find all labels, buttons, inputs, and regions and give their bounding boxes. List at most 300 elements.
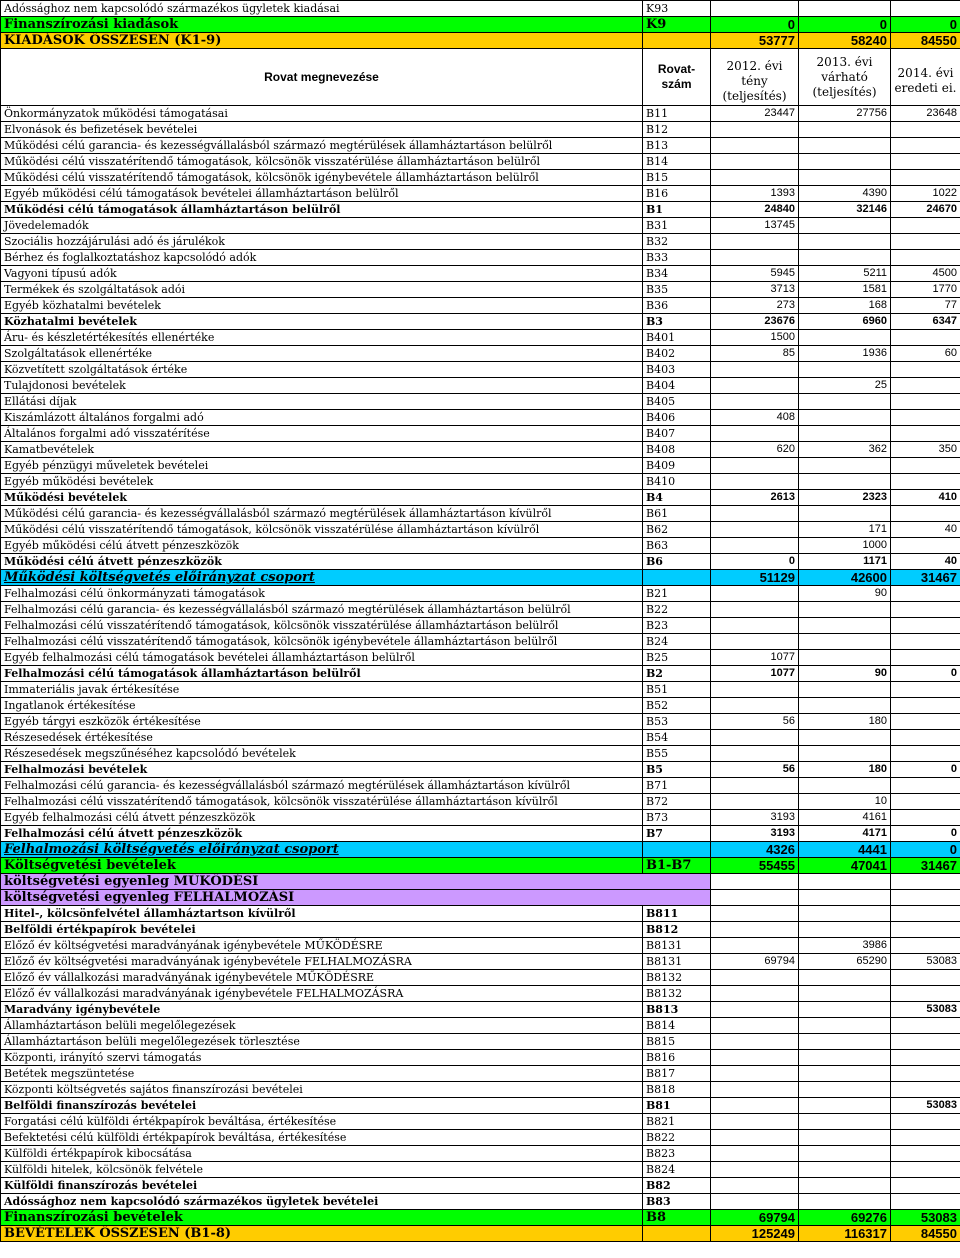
header-2012-line1: 2012. évi tény [726,58,783,88]
row-label: Működési bevételek [1,490,643,506]
value-2014 [891,1082,960,1098]
row-label: Finanszírozási bevételek [1,1210,643,1226]
row-code: B82 [643,1178,711,1194]
value-2012 [711,746,799,762]
value-2013: 90 [799,666,891,682]
table-row [1,1002,960,1018]
value-2012: 620 [711,442,799,458]
table-row [1,1162,960,1178]
value-2014 [891,250,960,266]
row-code: B4 [643,490,711,506]
row-code: B83 [643,1194,711,1210]
row-code: B71 [643,778,711,794]
value-2014 [891,394,960,410]
value-2012 [711,1034,799,1050]
value-2013 [799,986,891,1002]
value-2012 [711,874,799,890]
value-2012: 13745 [711,218,799,234]
table-row [1,330,960,346]
value-2013: 47041 [799,858,891,874]
row-code: B407 [643,426,711,442]
row-label: Működési célú visszatérítendő támogatások, kölcsönök visszatérülése államháztartáson kívülről [1,522,643,538]
value-2013 [799,1146,891,1162]
row-code: B814 [643,1018,711,1034]
row-code: B1-B7 [643,858,711,874]
top-rows [1,1,960,49]
row-code: B51 [643,682,711,698]
value-2014 [891,922,960,938]
value-2012: 125249 [711,1226,799,1242]
row-label: Működési célú támogatások államháztartáson belülről [1,202,643,218]
row-label: Egyéb működési bevételek [1,474,643,490]
table-row [1,1210,960,1226]
value-2014 [891,1178,960,1194]
table-row [1,282,960,298]
value-2013 [799,458,891,474]
row-code: B408 [643,442,711,458]
value-2012: 5945 [711,266,799,282]
row-code: K93 [643,1,711,17]
value-2012: 69794 [711,1210,799,1226]
table-row [1,954,960,970]
row-label: Felhalmozási bevételek [1,762,643,778]
value-2014: 53083 [891,1210,960,1226]
value-2012 [711,122,799,138]
value-2013 [799,250,891,266]
value-2013 [799,1082,891,1098]
value-2013 [799,218,891,234]
table-row [1,490,960,506]
value-2012: 273 [711,298,799,314]
row-code: B21 [643,586,711,602]
value-2014 [891,138,960,154]
table-row [1,1,960,17]
value-2014 [891,122,960,138]
value-2013 [799,170,891,186]
row-label: Egyéb működési célú támogatások bevételei államháztartáson belülről [1,186,643,202]
value-2012 [711,602,799,618]
row-label: Felhalmozási költségvetés előirányzat csoport [1,842,643,858]
value-2012: 56 [711,714,799,730]
row-code: B1 [643,202,711,218]
value-2013 [799,234,891,250]
row-label: Felhalmozási célú visszatérítendő támogatások, kölcsönök igénybevétele államháztartáson belülről [1,634,643,650]
value-2014 [891,1114,960,1130]
table-row [1,858,960,874]
row-label: Egyéb felhalmozási célú támogatások bevételei államháztartáson belülről [1,650,643,666]
row-code: K9 [643,17,711,33]
value-2013: 3986 [799,938,891,954]
value-2014 [891,1050,960,1066]
value-2013: 6960 [799,314,891,330]
table-row [1,666,960,682]
row-label: Előző év költségvetési maradványának igénybevétele FELHALMOZÁSRA [1,954,643,970]
table-row [1,186,960,202]
table-row [1,1034,960,1050]
table-row [1,554,960,570]
row-label: Felhalmozási célú garancia- és kezességvállalásból származó megtérülések államháztartáson kívülről [1,778,643,794]
table-row [1,714,960,730]
row-code [643,33,711,49]
row-label: költségvetési egyenleg MŰKÖDÉSI [1,874,711,890]
row-label: Egyéb közhatalmi bevételek [1,298,643,314]
table-row [1,426,960,442]
value-2013: 116317 [799,1226,891,1242]
row-code: B812 [643,922,711,938]
value-2013 [799,698,891,714]
table-row [1,922,960,938]
table-row [1,17,960,33]
value-2014 [891,218,960,234]
value-2012 [711,986,799,1002]
value-2014 [891,1194,960,1210]
row-label: Központi, irányító szervi támogatás [1,1050,643,1066]
table-row [1,970,960,986]
table-row [1,890,960,906]
value-2012 [711,1066,799,1082]
value-2012 [711,250,799,266]
table-row [1,538,960,554]
table-row [1,698,960,714]
row-code: B52 [643,698,711,714]
value-2012 [711,970,799,986]
value-2013 [799,746,891,762]
header-2013-line2: várható [821,69,868,84]
row-label: Közvetített szolgáltatások értéke [1,362,643,378]
value-2013 [799,922,891,938]
value-2012 [711,1194,799,1210]
row-code: B815 [643,1034,711,1050]
value-2012 [711,1130,799,1146]
table-row [1,234,960,250]
value-2013: 69276 [799,1210,891,1226]
row-label: Kamatbevételek [1,442,643,458]
row-label: Betétek megszüntetése [1,1066,643,1082]
table-row [1,314,960,330]
row-code: B2 [643,666,711,682]
row-code: B8 [643,1210,711,1226]
value-2012: 85 [711,346,799,362]
value-2014 [891,730,960,746]
value-2013 [799,730,891,746]
value-2013: 168 [799,298,891,314]
row-label: Külföldi finanszírozás bevételei [1,1178,643,1194]
value-2012 [711,1114,799,1130]
value-2012: 0 [711,554,799,570]
table-row [1,1178,960,1194]
value-2014 [891,906,960,922]
value-2012: 3713 [711,282,799,298]
value-2012 [711,586,799,602]
value-2014 [891,330,960,346]
table-row [1,1018,960,1034]
value-2014: 40 [891,554,960,570]
table-row [1,746,960,762]
value-2014 [891,602,960,618]
table-row [1,810,960,826]
table-row [1,218,960,234]
value-2012 [711,778,799,794]
header-year-2012 [711,49,799,106]
value-2014 [891,1066,960,1082]
row-code: B54 [643,730,711,746]
table-row [1,394,960,410]
value-2012 [711,154,799,170]
row-code: B24 [643,634,711,650]
value-2013 [799,650,891,666]
value-2014 [891,378,960,394]
table-row [1,378,960,394]
value-2014 [891,1162,960,1178]
row-label: Működési célú átvett pénzeszközök [1,554,643,570]
row-label: Előző év vállalkozási maradványának igénybevétele FELHALMOZÁSRA [1,986,643,1002]
value-2012: 2613 [711,490,799,506]
table-row [1,938,960,954]
value-2012: 1500 [711,330,799,346]
row-code: B818 [643,1082,711,1098]
value-2012: 55455 [711,858,799,874]
value-2013 [799,362,891,378]
row-label: Maradvány igénybevétele [1,1002,643,1018]
row-label: Felhalmozási célú átvett pénzeszközök [1,826,643,842]
value-2013: 4171 [799,826,891,842]
row-code: B8132 [643,986,711,1002]
value-2012 [711,362,799,378]
row-code: B824 [643,1162,711,1178]
value-2012 [711,1098,799,1114]
row-code: B53 [643,714,711,730]
value-2012: 69794 [711,954,799,970]
row-label: Előző év költségvetési maradványának igénybevétele MŰKÖDÉSRE [1,938,643,954]
value-2013: 4161 [799,810,891,826]
value-2012 [711,426,799,442]
value-2014: 53083 [891,1002,960,1018]
value-2013 [799,778,891,794]
value-2014 [891,810,960,826]
table-row [1,1194,960,1210]
value-2014: 410 [891,490,960,506]
value-2012 [711,922,799,938]
table-row [1,1066,960,1082]
row-code: B25 [643,650,711,666]
value-2012: 1077 [711,650,799,666]
table-row [1,506,960,522]
table-row [1,778,960,794]
row-code: B5 [643,762,711,778]
row-code [643,842,711,858]
value-2012: 56 [711,762,799,778]
table-row [1,586,960,602]
row-code: B62 [643,522,711,538]
row-label: Működési költségvetés előirányzat csoport [1,570,643,586]
table-row [1,106,960,122]
table-row [1,1114,960,1130]
row-label: Felhalmozási célú támogatások államháztartáson belülről [1,666,643,682]
row-label: Szolgáltatások ellenértéke [1,346,643,362]
value-2013 [799,1,891,17]
value-2013: 27756 [799,106,891,122]
value-2014: 53083 [891,1098,960,1114]
value-2013 [799,634,891,650]
header-2013-line3: (teljesítés) [812,84,877,99]
table-row [1,842,960,858]
value-2014: 77 [891,298,960,314]
table-row [1,138,960,154]
value-2014: 350 [891,442,960,458]
table-row [1,1226,960,1242]
table-row [1,250,960,266]
header-year-2014 [891,49,960,106]
row-code: B8131 [643,938,711,954]
value-2012 [711,1146,799,1162]
row-label: Államháztartáson belüli megelőlegezések törlesztése [1,1034,643,1050]
row-code: B61 [643,506,711,522]
value-2013 [799,1018,891,1034]
value-2014 [891,794,960,810]
value-2012 [711,538,799,554]
value-2013 [799,1034,891,1050]
value-2013 [799,154,891,170]
table-row [1,874,960,890]
table-row [1,1050,960,1066]
value-2013: 4390 [799,186,891,202]
value-2012: 1393 [711,186,799,202]
value-2013: 1936 [799,346,891,362]
value-2012 [711,634,799,650]
value-2013 [799,906,891,922]
value-2012: 0 [711,17,799,33]
table-row [1,1146,960,1162]
row-label: Központi költségvetés sajátos finanszírozási bevételei [1,1082,643,1098]
row-code: B8132 [643,970,711,986]
value-2012 [711,618,799,634]
value-2013 [799,1178,891,1194]
value-2013: 1581 [799,282,891,298]
header-label: Rovat megnevezése [1,49,643,106]
row-label: Ellátási díjak [1,394,643,410]
value-2013: 58240 [799,33,891,49]
value-2012: 24840 [711,202,799,218]
row-label: Immateriális javak értékesítése [1,682,643,698]
value-2012: 23676 [711,314,799,330]
table-row [1,1098,960,1114]
value-2014: 0 [891,17,960,33]
row-code: B6 [643,554,711,570]
row-code: B410 [643,474,711,490]
value-2013 [799,330,891,346]
row-label: BEVÉTELEK ÖSSZESEN (B1-8) [1,1226,643,1242]
row-label: Szociális hozzájárulási adó és járulékok [1,234,643,250]
row-label: Adóssághoz nem kapcsolódó származékos ügyletek bevételei [1,1194,643,1210]
row-code: B31 [643,218,711,234]
value-2014: 60 [891,346,960,362]
row-code: B35 [643,282,711,298]
row-code: B406 [643,410,711,426]
row-label: Jövedelemadók [1,218,643,234]
value-2012 [711,474,799,490]
value-2013: 90 [799,586,891,602]
value-2014: 40 [891,522,960,538]
row-label: Tulajdonosi bevételek [1,378,643,394]
row-label: Elvonások és befizetések bevételei [1,122,643,138]
value-2013 [799,506,891,522]
table-row [1,474,960,490]
header-rows [1,49,960,106]
value-2013 [799,890,891,906]
table-row [1,618,960,634]
value-2014 [891,1146,960,1162]
row-label: Bérhez és foglalkoztatáshoz kapcsolódó adók [1,250,643,266]
value-2012 [711,394,799,410]
value-2014 [891,746,960,762]
value-2014 [891,410,960,426]
value-2014 [891,874,960,890]
value-2012: 3193 [711,810,799,826]
value-2014 [891,1018,960,1034]
value-2014: 24670 [891,202,960,218]
row-label: Működési célú garancia- és kezességvállalásból származó megtérülések államháztartáson kívülről [1,506,643,522]
value-2013 [799,970,891,986]
value-2012: 3193 [711,826,799,842]
value-2013: 32146 [799,202,891,218]
value-2013 [799,1130,891,1146]
value-2012 [711,138,799,154]
row-label: KIADÁSOK ÖSSZESEN (K1-9) [1,33,643,49]
row-code: B409 [643,458,711,474]
value-2014: 0 [891,666,960,682]
value-2014: 1022 [891,186,960,202]
row-code: B8131 [643,954,711,970]
row-code: B816 [643,1050,711,1066]
table-row [1,33,960,49]
value-2012 [711,234,799,250]
value-2014: 53083 [891,954,960,970]
row-code: B3 [643,314,711,330]
table-row [1,202,960,218]
value-2014 [891,970,960,986]
row-label: Egyéb pénzügyi műveletek bevételei [1,458,643,474]
row-code: B811 [643,906,711,922]
table-row [1,266,960,282]
value-2014 [891,538,960,554]
value-2012 [711,794,799,810]
row-code: B821 [643,1114,711,1130]
row-label: Áru- és készletértékesítés ellenértéke [1,330,643,346]
value-2013: 4441 [799,842,891,858]
value-2014 [891,426,960,442]
value-2012 [711,1,799,17]
row-label: Működési célú visszatérítendő támogatások, kölcsönök igénybevétele államháztartáson belülről [1,170,643,186]
value-2014: 6347 [891,314,960,330]
row-label: Részesedések megszűnéséhez kapcsolódó bevételek [1,746,643,762]
row-label: Részesedések értékesítése [1,730,643,746]
row-code: B36 [643,298,711,314]
row-label: Költségvetési bevételek [1,858,643,874]
value-2013: 0 [799,17,891,33]
row-label: Ingatlanok értékesítése [1,698,643,714]
row-label: Felhalmozási célú visszatérítendő támogatások, kölcsönök visszatérülése államháztartáson kívülről [1,794,643,810]
value-2013: 65290 [799,954,891,970]
table-row [1,362,960,378]
row-label: Belföldi értékpapírok bevételei [1,922,643,938]
table-row [1,1130,960,1146]
table-row [1,570,960,586]
row-label: Belföldi finanszírozás bevételei [1,1098,643,1114]
value-2012: 408 [711,410,799,426]
table-row [1,522,960,538]
value-2014 [891,234,960,250]
row-code: B16 [643,186,711,202]
